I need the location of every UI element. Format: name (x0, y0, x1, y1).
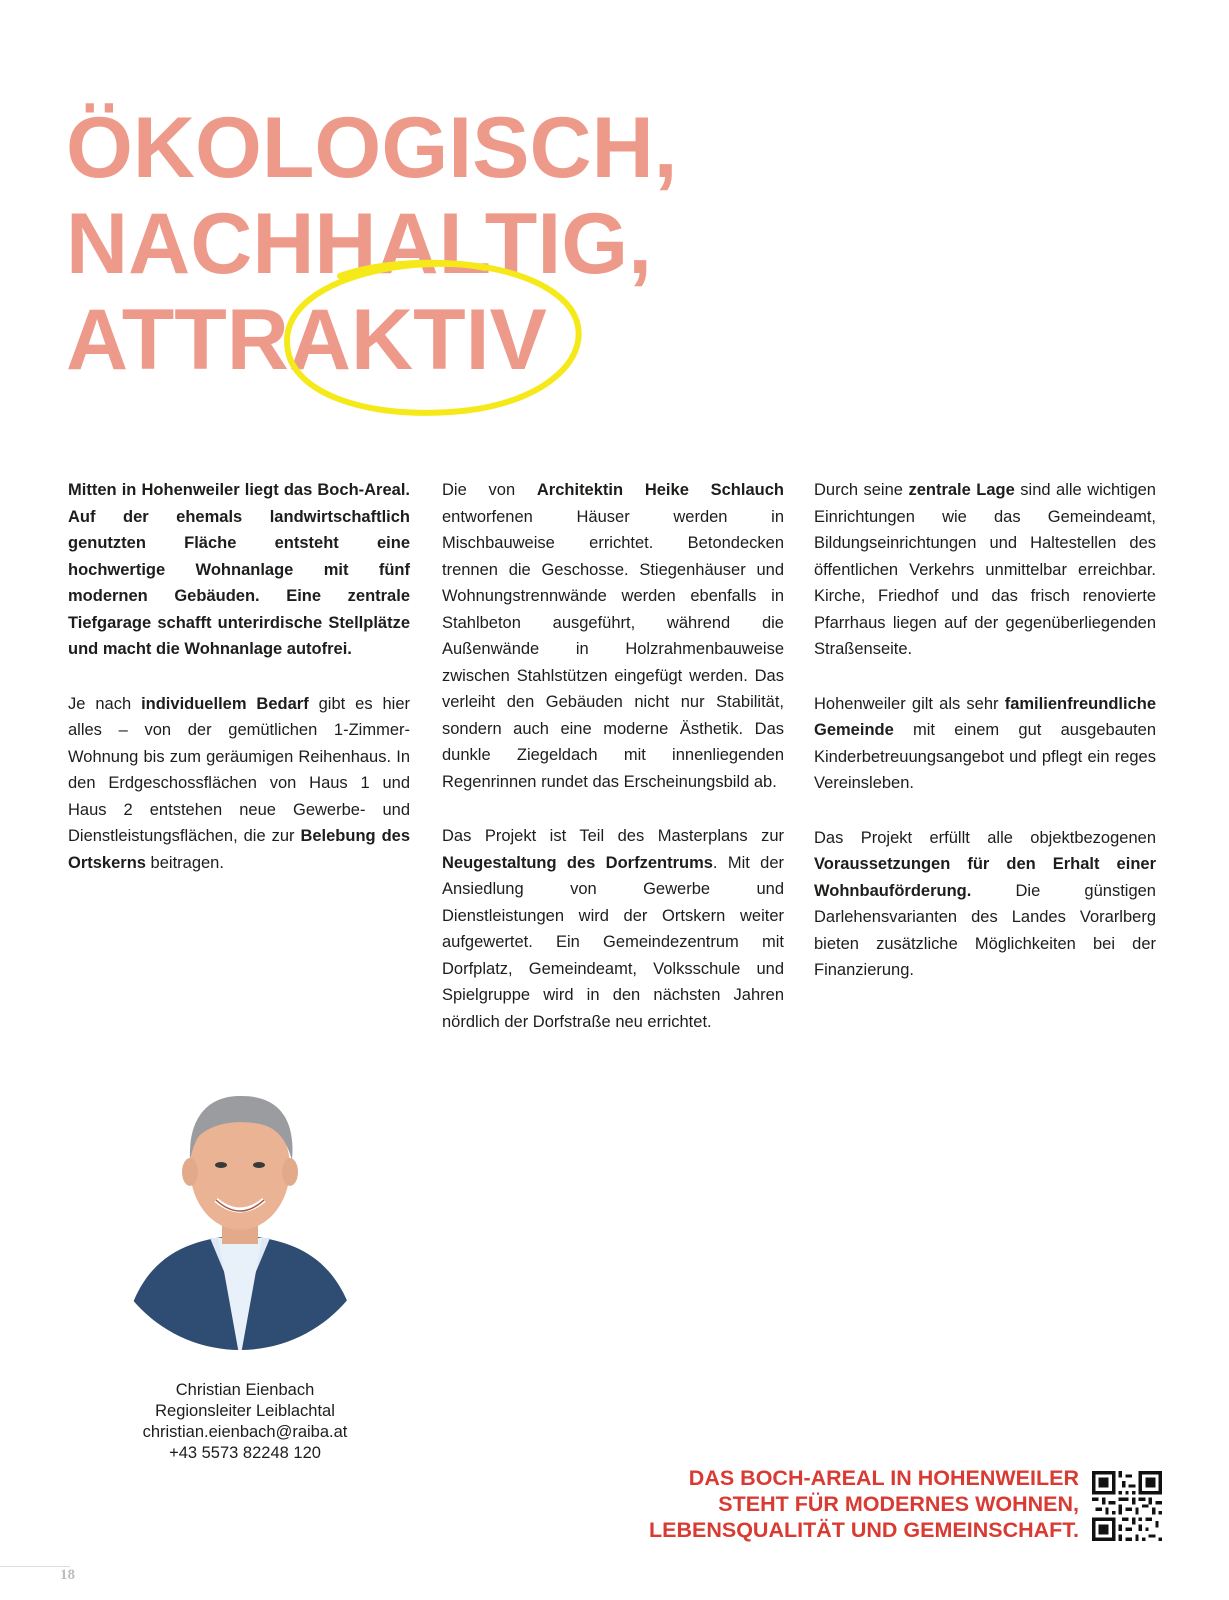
text-column-2 (442, 477, 784, 1063)
tagline-line-1: DAS BOCH-AREAL IN HOHENWEILER (688, 1466, 1079, 1490)
page-number: 18 (60, 1567, 75, 1583)
contact-role: Regionsleiter Leiblachtal (155, 1402, 335, 1420)
column2-paragraph-2: Das Projekt ist Teil des Masterplans zur Neugestaltung des Dorfzentrums. Mit der Ansiedlung von Gewerbe und Dienstleistungen wird der Ortskern weiter aufgewertet. Ein Gemeindezentrum mit Dorfplatz, Gemeindeamt, Volksschule und Spielgruppe wird in den nächsten Jahren nördlich der Dorfstraße neu errichtet. (442, 827, 784, 1031)
column2-paragraph-1: Die von Architektin Heike Schlauch entworfenen Häuser werden in Mischbauweise errichtet. Betondecken trennen die Geschosse. Stiegenhäuser und Wohnungstrennwände werden ebenfalls in Stahlbeton ausgeführt, während die Außenwände in Holzrahmenbauweise zwischen Stahlstützen eingefügt werden. Das verleiht den Gebäuden nicht nur Stabilität, sondern auch eine moderne Ästhetik. Das dunkle Ziegeldach mit innenliegenden Regenrinnen rundet das Erscheinungsbild ab. (442, 481, 784, 791)
headline-line-1: ÖKOLOGISCH, (66, 100, 678, 196)
column3-paragraph-3: Das Projekt erfüllt alle objektbezogenen Voraussetzungen für den Erhalt einer Wohnbauförderung. Die günstigen Darlehensvarianten des Landes Vorarlberg bieten zusätzliche Möglichkeiten bei der Finanzierung. (814, 828, 1156, 979)
headline-line-3b: AKTIV (288, 292, 547, 388)
text-column-1 (68, 477, 410, 904)
contact-name: Christian Eienbach (175, 1381, 315, 1399)
column3-paragraph-2: Hohenweiler gilt als sehr familienfreundliche Gemeinde mit einem gut ausgebauten Kinderbetreuungsangebot und pflegt ein reges Vereinsleben. (814, 694, 1156, 792)
contact-portrait-photo (100, 1060, 380, 1360)
intro-paragraph: Mitten in Hohenweiler liegt das Boch-Areal. Auf der ehemals landwirtschaftlich genutzten Fläche entsteht eine hochwertige Wohnanlage mit fünf modernen Gebäuden. Eine zentrale Tiefgarage schafft unterirdische Stellplätze und macht die Wohnanlage autofrei. (68, 481, 410, 658)
headline-line-2: NACHHALTIG, (66, 196, 653, 292)
tagline-line-3: LEBENSQUALITÄT UND GEMEINSCHAFT. (649, 1518, 1079, 1542)
tagline-line-2: STEHT FÜR MODERNES WOHNEN, (718, 1492, 1079, 1516)
closing-tagline (649, 1465, 1079, 1543)
column1-paragraph-2: Je nach individuellem Bedarf gibt es hier alles – von der gemütlichen 1-Zimmer-Wohnung bis zum geräumigen Reihenhaus. In den Erdgeschossflächen von Haus 1 und Haus 2 entstehen neue Gewerbe- und Dienstleistungsflächen, die zur Belebung des Ortskerns beitragen. (68, 694, 410, 872)
contact-phone[interactable]: +43 5573 82248 120 (169, 1444, 321, 1462)
column3-paragraph-1: Durch seine zentrale Lage sind alle wichtigen Einrichtungen wie das Gemeindeamt, Bildungseinrichtungen und Haltestellen des öffentlichen Verkehrs unmittelbar erreichbar. Kirche, Friedhof und das frisch renovierte Pfarrhaus liegen auf der gegenüberliegenden Straßenseite. (814, 481, 1156, 658)
contact-info (90, 1380, 400, 1464)
headline-line-3a: ATTR (66, 292, 289, 388)
contact-email[interactable]: christian.eienbach@raiba.at (142, 1423, 348, 1441)
highlight-circle (280, 256, 590, 421)
text-column-3 (814, 477, 1156, 1012)
qr-code-icon[interactable] (1092, 1471, 1162, 1541)
